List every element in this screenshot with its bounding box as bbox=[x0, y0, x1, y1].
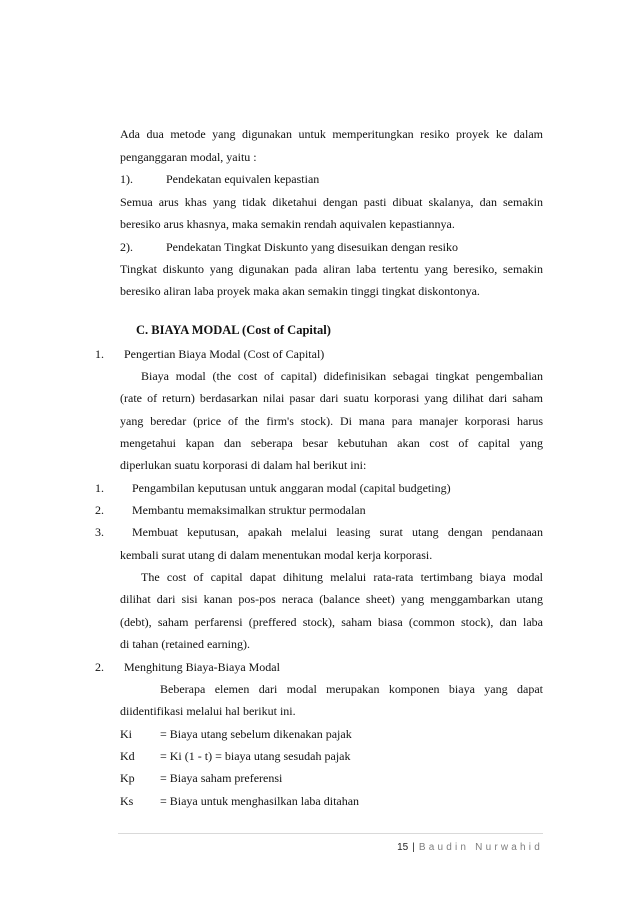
paragraph-line: The cost of capital dapat dihitung melalui rata-rata tertimbang biaya modal bbox=[141, 570, 543, 584]
paragraph-line: yang beredar (price of the firm's stock). Di mana para manajer korporasi harus bbox=[120, 414, 543, 428]
page-number: 15 bbox=[397, 842, 409, 853]
list-number: 1. bbox=[95, 347, 104, 361]
definition-text: = Biaya saham preferensi bbox=[160, 771, 283, 785]
list-number: 3. bbox=[95, 525, 104, 539]
paragraph-line: beresiko arus khasnya, maka semakin rendah aquivalen kepastiannya. bbox=[120, 217, 455, 231]
definition-text: = Ki (1 - t) = biaya utang sesudah pajak bbox=[160, 749, 351, 763]
paragraph-line: (rate of return) berdasarkan nilai pasar dari suatu korporasi yang dilihat dari saham bbox=[120, 391, 543, 405]
footer-author: Baudin Nurwahid bbox=[418, 842, 543, 853]
paragraph-line: Biaya modal (the cost of capital) didefinisikan sebagai tingkat pengembalian bbox=[141, 369, 543, 383]
list-item: Membantu memaksimalkan struktur permodalan bbox=[132, 503, 366, 517]
paragraph-line: Semua arus khas yang tidak diketahui dengan pasti dibuat skalanya, dan semakin bbox=[120, 195, 543, 209]
paragraph-line: (debt), saham perfarensi (preffered stock), saham biasa (common stock), dan laba bbox=[120, 615, 543, 629]
definition-symbol: Kp bbox=[120, 771, 135, 785]
method-number: 2). bbox=[120, 240, 133, 254]
list-number: 2. bbox=[95, 660, 104, 674]
definition-text: = Biaya utang sebelum dikenakan pajak bbox=[160, 727, 352, 741]
paragraph-line: kembali surat utang di dalam menentukan modal kerja korporasi. bbox=[120, 548, 433, 562]
method-title: Pendekatan Tingkat Diskunto yang disesuikan dengan resiko bbox=[166, 240, 458, 254]
paragraph-line: dilihat dari sisi kanan pos-pos neraca (balance sheet) yang menggambarkan utang bbox=[120, 592, 543, 606]
definition-symbol: Kd bbox=[120, 749, 135, 763]
method-title: Pendekatan equivalen kepastian bbox=[166, 172, 320, 186]
subsection-title: Pengertian Biaya Modal (Cost of Capital) bbox=[124, 347, 325, 361]
definition-text: = Biaya untuk menghasilkan laba ditahan bbox=[160, 794, 360, 808]
paragraph-line: di tahan (retained earning). bbox=[120, 637, 250, 651]
list-number: 1. bbox=[95, 481, 104, 495]
footer-divider bbox=[118, 833, 543, 834]
paragraph-line: Tingkat diskunto yang digunakan pada aliran laba tertentu yang beresiko, semakin bbox=[120, 262, 543, 276]
paragraph-line: mengetahui kapan dan seberapa besar kebutuhan akan cost of capital yang bbox=[120, 436, 543, 450]
footer-separator: | bbox=[412, 842, 415, 853]
paragraph-line: Beberapa elemen dari modal merupakan komponen biaya yang dapat bbox=[160, 682, 543, 696]
method-number: 1). bbox=[120, 172, 133, 186]
paragraph-line: Ada dua metode yang digunakan untuk memperitungkan resiko proyek ke dalam bbox=[120, 127, 543, 141]
list-item: Membuat keputusan, apakah melalui leasing surat utang dengan pendanaan bbox=[132, 525, 543, 539]
paragraph-line: diperlukan suatu korporasi di dalam hal berikut ini: bbox=[120, 458, 367, 472]
paragraph-line: penganggaran modal, yaitu : bbox=[120, 150, 257, 164]
paragraph-line: diidentifikasi melalui hal berikut ini. bbox=[120, 704, 296, 718]
paragraph-line: beresiko aliran laba proyek maka akan semakin tinggi tingkat diskontonya. bbox=[120, 284, 480, 298]
definition-symbol: Ks bbox=[120, 794, 134, 808]
definition-symbol: Ki bbox=[120, 727, 132, 741]
page-footer bbox=[300, 842, 543, 853]
list-item: Pengambilan keputusan untuk anggaran modal (capital budgeting) bbox=[132, 481, 451, 495]
subsection-title: Menghitung Biaya-Biaya Modal bbox=[124, 660, 280, 674]
section-heading: C. BIAYA MODAL (Cost of Capital) bbox=[136, 323, 331, 337]
list-number: 2. bbox=[95, 503, 104, 517]
